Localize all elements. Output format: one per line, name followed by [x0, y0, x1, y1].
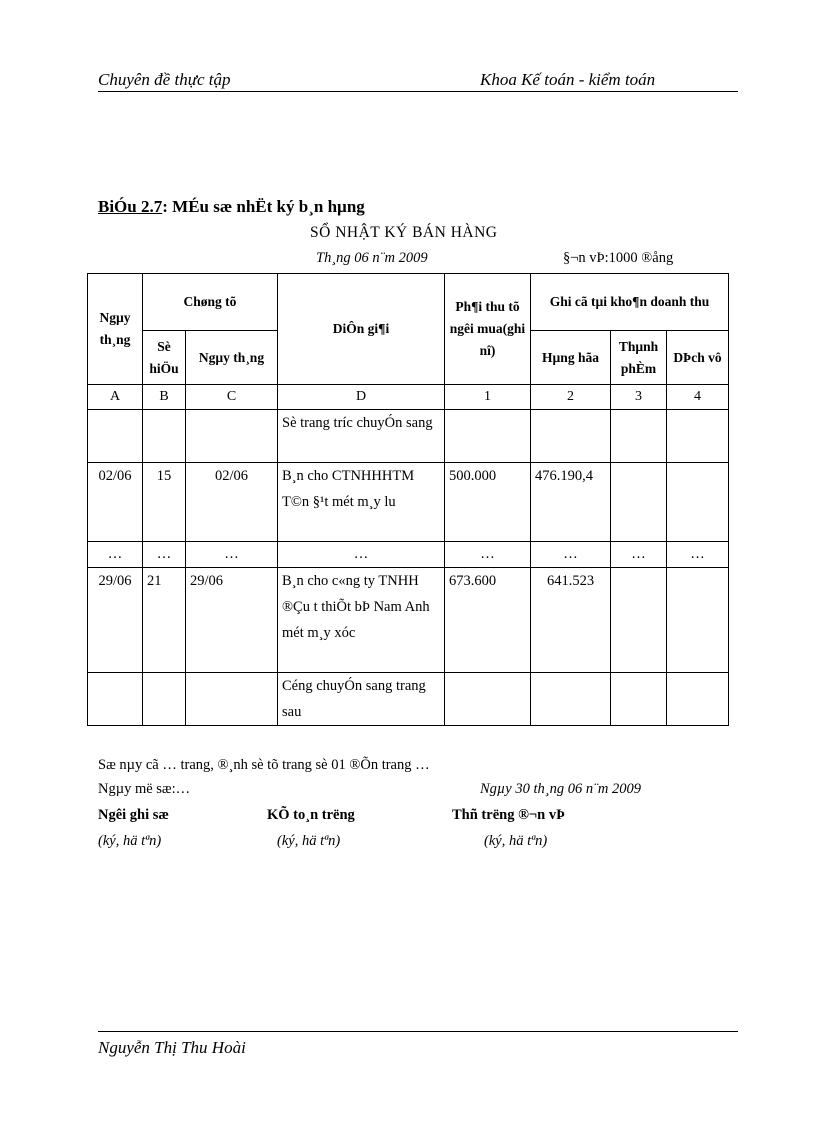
col-header-description: DiÔn gi¶i	[278, 274, 445, 385]
sales-journal-table	[87, 273, 729, 726]
table-row	[88, 463, 729, 542]
cell-voucher-date: 29/06	[186, 568, 278, 673]
column-letter: B	[143, 385, 186, 410]
col-header-services: DÞch vô	[667, 331, 729, 385]
author-name: Nguyễn Thị Thu Hoài	[98, 1038, 246, 1057]
cell-goods: 641.523	[531, 568, 611, 673]
signer-bookkeeper: Ngêi ghi sæ	[98, 807, 169, 823]
cell-date: 29/06	[88, 568, 143, 673]
cell-receivable: 673.600	[445, 568, 531, 673]
col-header-revenue-credit: Ghi cã tµi kho¶n doanh thu	[531, 274, 729, 331]
cell-description: Sè trang tríc chuyÓn sang	[278, 410, 445, 463]
running-header-left: Chuyên đề thực tập	[98, 70, 231, 89]
cell-date: …	[88, 542, 143, 568]
footer-rule	[98, 1031, 738, 1032]
figure-caption	[98, 197, 365, 217]
period-label: Th¸ng 06 n¨m 2009	[316, 250, 428, 266]
cell-goods: 476.190,4	[531, 463, 611, 542]
col-header-date: Ngµy th¸ng	[88, 274, 143, 385]
pages-note: Sæ nµy cã … trang, ®¸nh sè tõ trang sè 01 ®Õn trang …	[98, 757, 430, 773]
figure-title: : MÉu sæ nhËt ký b¸n hµng	[162, 197, 365, 216]
cell-date: 02/06	[88, 463, 143, 542]
column-letter: 2	[531, 385, 611, 410]
cell-description: Céng chuyÓn sang trang sau	[278, 673, 445, 726]
column-letter: 4	[667, 385, 729, 410]
column-letter: D	[278, 385, 445, 410]
cell-service	[667, 568, 729, 673]
cell-finished	[611, 410, 667, 463]
cell-description: B¸n cho c«ng ty TNHH ®Çu t thiÕt bÞ Nam Anh mét m¸y xóc	[278, 568, 445, 673]
column-letter: 3	[611, 385, 667, 410]
cell-voucher-no	[143, 410, 186, 463]
cell-service	[667, 410, 729, 463]
col-header-voucher-date: Ngµy th¸ng	[186, 331, 278, 385]
cell-voucher-no: 15	[143, 463, 186, 542]
cell-service: …	[667, 542, 729, 568]
cell-voucher-date	[186, 673, 278, 726]
table-row	[88, 410, 729, 463]
column-letter: C	[186, 385, 278, 410]
cell-voucher-no	[143, 673, 186, 726]
figure-label: BiÓu 2.7	[98, 197, 163, 216]
cell-receivable: …	[445, 542, 531, 568]
cell-voucher-no: 21	[143, 568, 186, 673]
signer-director: Thñ trëng ®¬n vÞ	[452, 807, 565, 823]
col-header-voucher: Chøng tõ	[143, 274, 278, 331]
cell-receivable	[445, 410, 531, 463]
signature-note-bookkeeper: (ký, hä tªn)	[98, 833, 162, 849]
cell-service	[667, 463, 729, 542]
cell-voucher-no: …	[143, 542, 186, 568]
cell-date	[88, 410, 143, 463]
ledger-title: SỔ NHẬT KÝ BÁN HÀNG	[310, 224, 498, 241]
opening-date: Ngµy më sæ:…	[98, 781, 191, 797]
cell-voucher-date: …	[186, 542, 278, 568]
table-row	[88, 673, 729, 726]
column-letter: 1	[445, 385, 531, 410]
cell-receivable: 500.000	[445, 463, 531, 542]
col-header-finished-goods: Thµnh phÈm	[611, 331, 667, 385]
signature-note-chief-accountant: (ký, hä tªn)	[277, 833, 341, 849]
cell-voucher-date: 02/06	[186, 463, 278, 542]
cell-finished	[611, 463, 667, 542]
running-header-right: Khoa Kế toán - kiểm toán	[480, 70, 656, 89]
cell-date	[88, 673, 143, 726]
cell-goods: …	[531, 542, 611, 568]
cell-voucher-date	[186, 410, 278, 463]
col-header-receivable: Ph¶i thu tõ ngêi mua(ghi nî)	[445, 274, 531, 385]
cell-finished	[611, 568, 667, 673]
signature-note-director: (ký, hä tªn)	[484, 833, 548, 849]
header-rule	[98, 91, 738, 92]
column-letter-row	[88, 385, 729, 410]
table-row	[88, 568, 729, 673]
signer-chief-accountant: KÕ to¸n trëng	[267, 807, 355, 823]
col-header-goods: Hµng hãa	[531, 331, 611, 385]
cell-service	[667, 673, 729, 726]
cell-goods	[531, 673, 611, 726]
col-header-voucher-no: Sè hiÖu	[143, 331, 186, 385]
cell-description: B¸n cho CTNHHHTM T©n §¹t mét m¸y lu	[278, 463, 445, 542]
cell-description: …	[278, 542, 445, 568]
cell-finished: …	[611, 542, 667, 568]
table-row	[88, 542, 729, 568]
cell-finished	[611, 673, 667, 726]
signing-date: Ngµy 30 th¸ng 06 n¨m 2009	[480, 781, 641, 797]
column-letter: A	[88, 385, 143, 410]
unit-label: §¬n vÞ:1000 ®ång	[563, 250, 674, 266]
cell-goods	[531, 410, 611, 463]
cell-receivable	[445, 673, 531, 726]
